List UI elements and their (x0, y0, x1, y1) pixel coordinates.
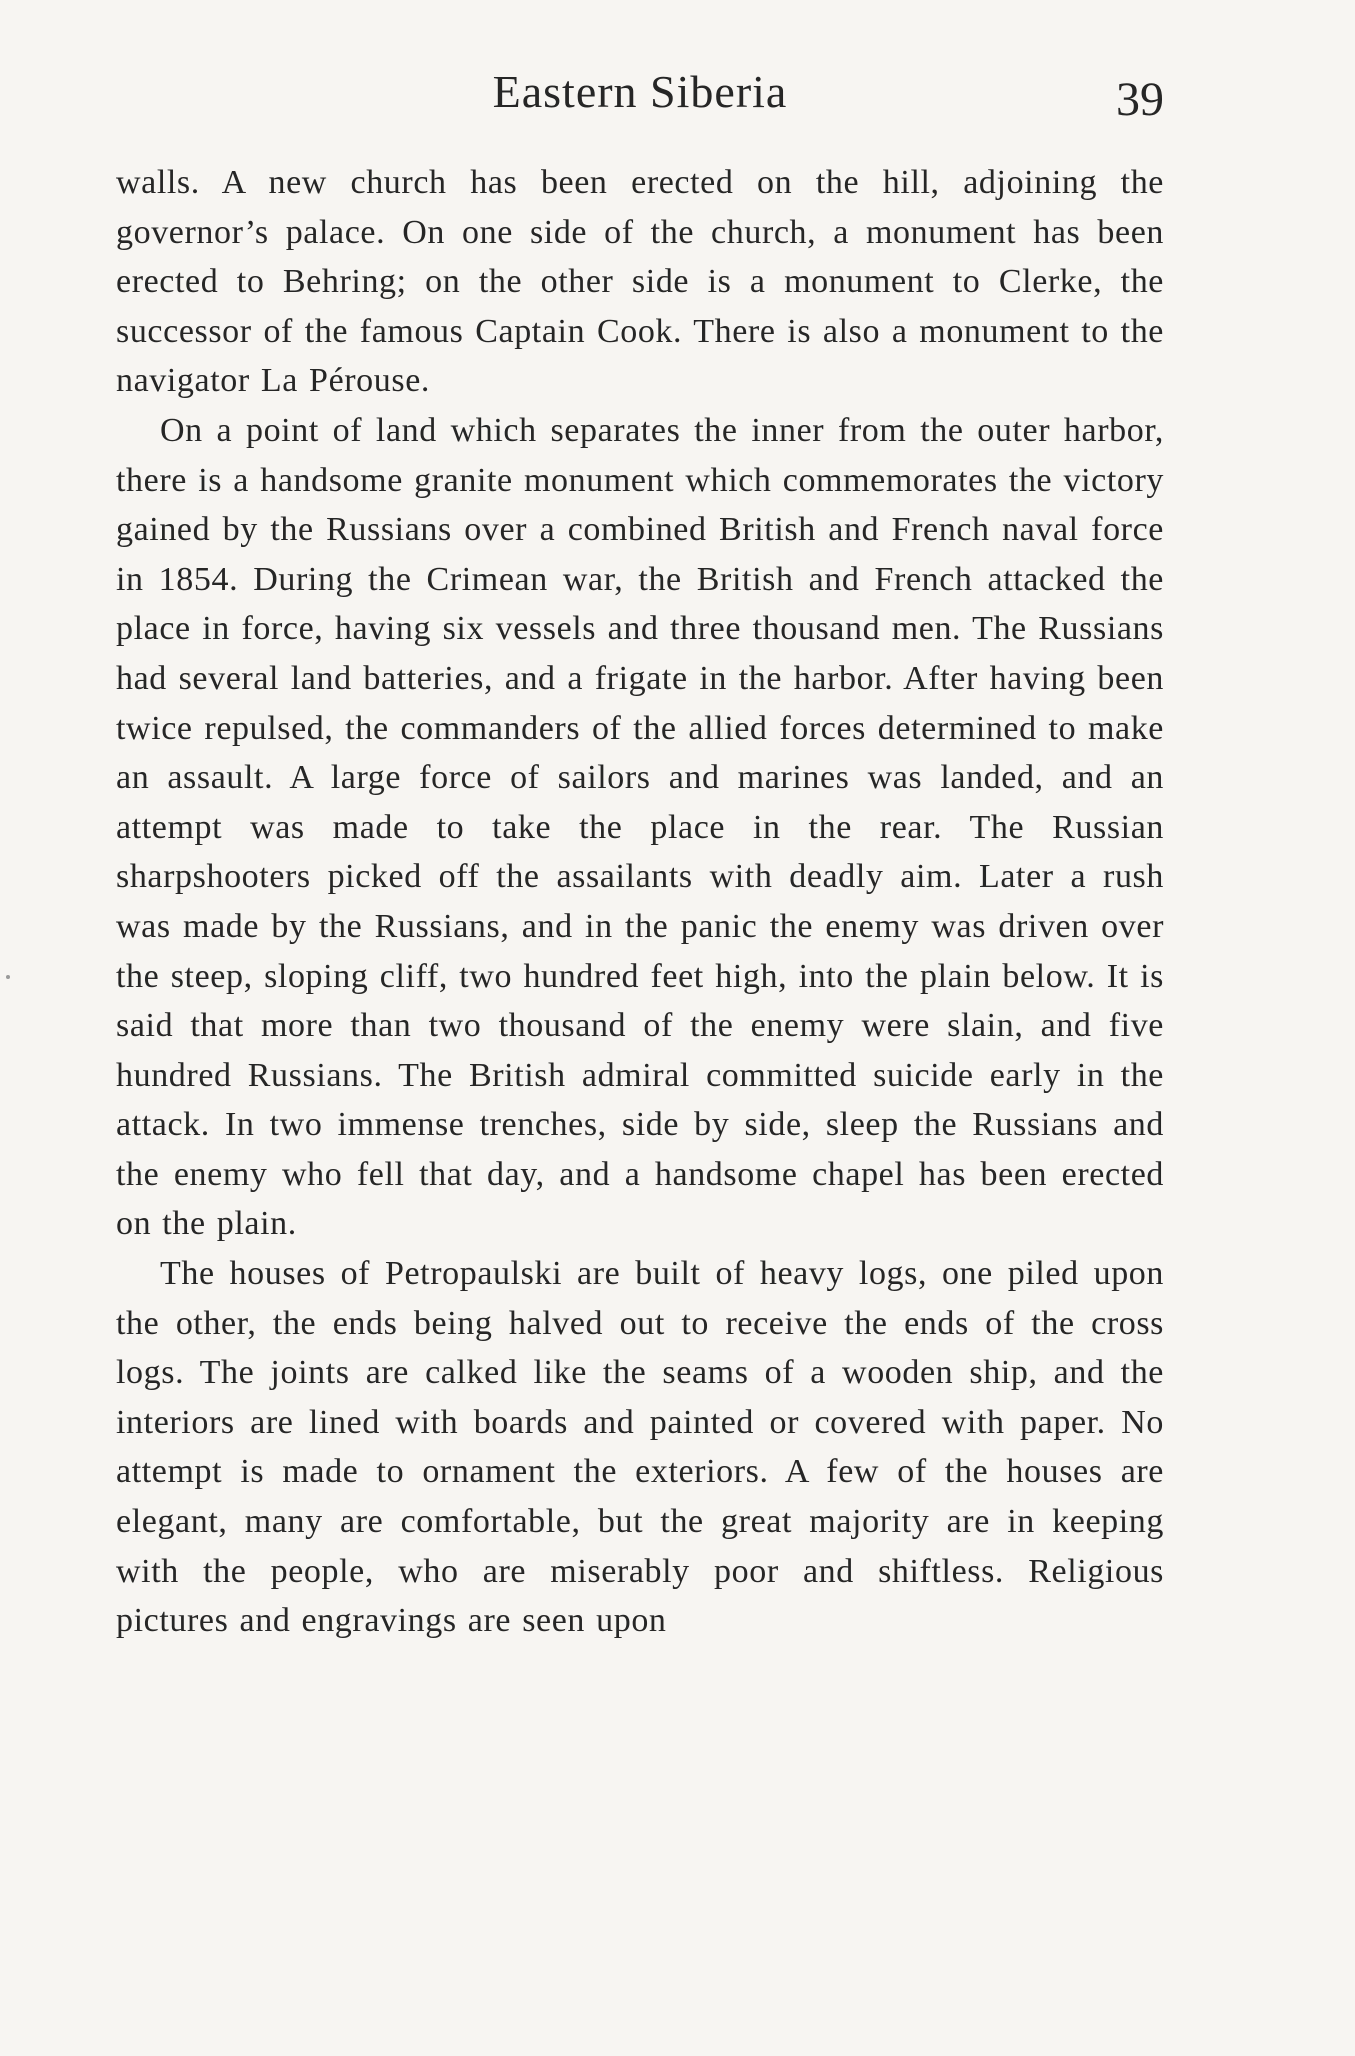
paragraph-monument-battle: On a point of land which separates the inner from the outer harbor, there is a handsome granite monument which commemorates the victory gained by the Russians over a combined British and French naval force in 1854. During the Crimean war, the British and French attacked the place in force, having six vessels and three thousand men. The Russians had several land batteries, and a frigate in the harbor. After having been twice repulsed, the commanders of the allied forces determined to make an assault. A large force of sailors and marines was landed, and an attempt was made to take the place in the rear. The Russian sharpshooters picked off the assailants with deadly aim. Later a rush was made by the Russians, and in the panic the enemy was driven over the steep, sloping cliff, two hundred feet high, into the plain below. It is said that more than two thousand of the enemy were slain, and five hundred Russians. The British admiral committed suicide early in the attack. In two immense trenches, side by side, sleep the Russians and the enemy who fell that day, and a handsome chapel has been erected on the plain. (116, 411, 1164, 1243)
page-number: 39 (1116, 73, 1164, 126)
paragraph-houses: The houses of Petropaulski are built of heavy logs, one piled upon the other, the ends being halved out to receive the ends of the cross logs. The joints are calked like the seams of a wooden ship, and the interiors are lined with boards and painted or covered with paper. No attempt is made to ornament the exteriors. A few of the houses are elegant, many are comfortable, but the great majority are in keeping with the people, who are miserably poor and shiftless. Religious pictures and engravings are seen upon (116, 1255, 1164, 1640)
running-title: Eastern Siberia (492, 66, 788, 117)
margin-speck (6, 975, 10, 979)
body-text (116, 158, 1164, 1646)
running-head (116, 60, 1164, 130)
paragraph-continuation: walls. A new church has been erected on the hill, adjoining the governor’s palace. On one side of the church, a monument has been erected to Behring; on the other side is a monument to Clerke, the successor of the famous Captain Cook. There is also a monument to the navigator La Pérouse. (116, 164, 1164, 400)
